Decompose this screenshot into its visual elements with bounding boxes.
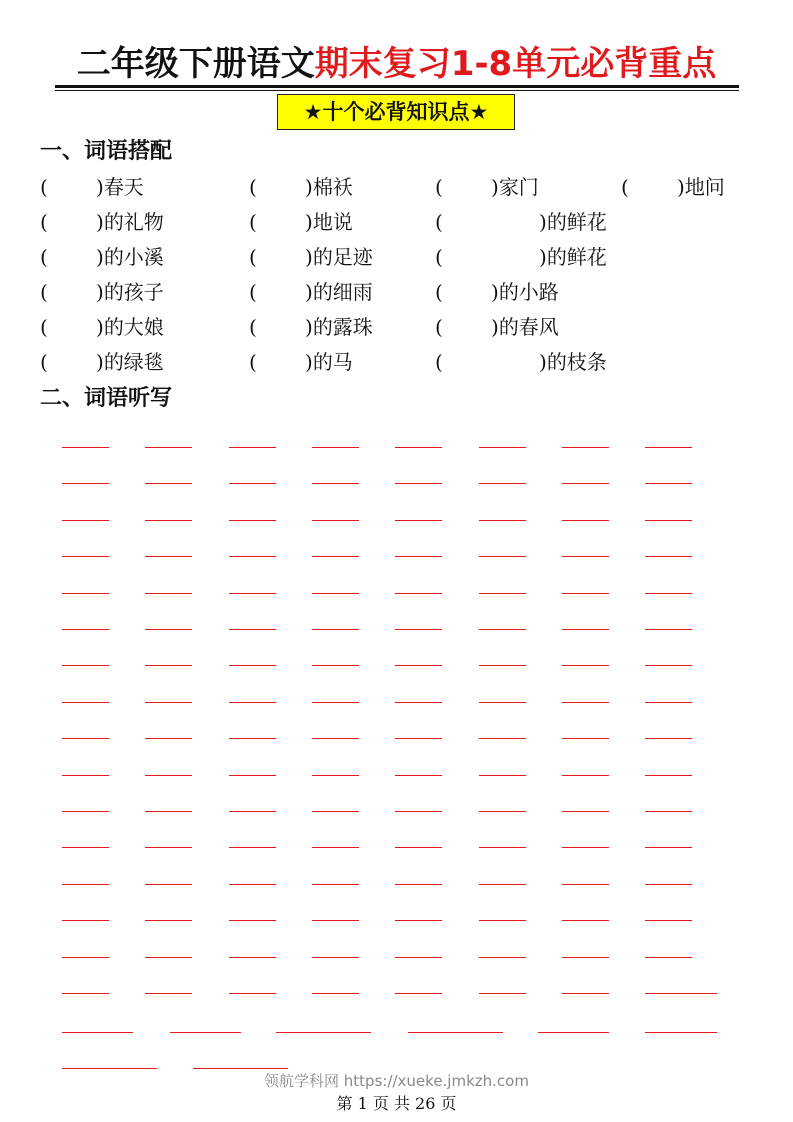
close-paren: ) — [491, 315, 499, 339]
close-paren: ) — [96, 350, 104, 374]
dictation-blank[interactable] — [145, 702, 192, 703]
dictation-blank[interactable] — [145, 811, 192, 812]
matching-word-text: 地说 — [312, 210, 353, 234]
footer-page-number: 第 1 页 共 26 页 — [336, 1094, 457, 1113]
matching-word — [305, 347, 353, 377]
dictation-blank[interactable] — [645, 593, 692, 594]
matching-word — [491, 277, 559, 307]
matching-word-text: 的鲜花 — [546, 210, 607, 234]
open-paren: ( — [40, 210, 48, 234]
dictation-blank[interactable] — [479, 957, 526, 958]
open-paren: ( — [249, 245, 257, 269]
dictation-blank[interactable] — [479, 811, 526, 812]
matching-word-text: 的足迹 — [312, 245, 373, 269]
open-paren: ( — [40, 350, 48, 374]
dictation-blank[interactable] — [229, 665, 276, 666]
dictation-blank[interactable] — [562, 702, 609, 703]
open-paren: ( — [435, 175, 443, 199]
dictation-blank[interactable] — [312, 520, 359, 521]
open-paren: ( — [249, 175, 257, 199]
dictation-blank[interactable] — [479, 775, 526, 776]
dictation-blank[interactable] — [145, 593, 192, 594]
dictation-blank[interactable] — [562, 993, 609, 994]
dictation-blank[interactable] — [562, 665, 609, 666]
dictation-blank[interactable] — [562, 556, 609, 557]
matching-word-text: 的细雨 — [312, 280, 373, 304]
dictation-blank[interactable] — [479, 847, 526, 848]
dictation-blank[interactable] — [312, 483, 359, 484]
dictation-blank[interactable] — [312, 884, 359, 885]
close-paren: ) — [491, 175, 499, 199]
dictation-blank[interactable] — [562, 447, 609, 448]
close-paren: ) — [96, 245, 104, 269]
dictation-blank[interactable] — [479, 483, 526, 484]
open-paren: ( — [621, 175, 629, 199]
dictation-blank[interactable] — [145, 775, 192, 776]
dictation-blank[interactable] — [645, 702, 692, 703]
matching-word-text: 的鲜花 — [546, 245, 607, 269]
dictation-blank[interactable] — [479, 738, 526, 739]
dictation-blank[interactable] — [145, 920, 192, 921]
dictation-blank[interactable] — [562, 884, 609, 885]
dictation-blank[interactable] — [229, 993, 276, 994]
dictation-blank[interactable] — [395, 447, 442, 448]
open-paren: ( — [40, 315, 48, 339]
close-paren: ) — [491, 280, 499, 304]
dictation-blank[interactable] — [479, 993, 526, 994]
open-paren: ( — [249, 315, 257, 339]
dictation-blank[interactable] — [62, 702, 109, 703]
dictation-blank[interactable] — [62, 483, 109, 484]
dictation-blank[interactable] — [312, 738, 359, 739]
title-underline-thick — [55, 85, 739, 88]
dictation-blank[interactable] — [395, 957, 442, 958]
dictation-blank[interactable] — [645, 447, 692, 448]
dictation-blank[interactable] — [395, 884, 442, 885]
dictation-blank[interactable] — [229, 884, 276, 885]
dictation-blank[interactable] — [312, 847, 359, 848]
dictation-blank[interactable] — [395, 702, 442, 703]
matching-word — [305, 207, 353, 237]
dictation-blank[interactable] — [645, 811, 692, 812]
close-paren: ) — [305, 245, 313, 269]
dictation-blank[interactable] — [229, 556, 276, 557]
dictation-blank[interactable] — [229, 593, 276, 594]
close-paren: ) — [305, 280, 313, 304]
section-title-dictation: 二、词语听写 — [40, 386, 173, 411]
open-paren: ( — [40, 175, 48, 199]
dictation-blank[interactable] — [395, 520, 442, 521]
dictation-blank[interactable] — [395, 993, 442, 994]
dictation-blank[interactable] — [62, 593, 109, 594]
dictation-blank[interactable] — [229, 847, 276, 848]
dictation-blank[interactable] — [62, 1032, 133, 1033]
dictation-blank[interactable] — [645, 884, 692, 885]
dictation-blank[interactable] — [395, 847, 442, 848]
matching-word-text: 春天 — [103, 175, 144, 199]
dictation-blank[interactable] — [145, 993, 192, 994]
dictation-blank[interactable] — [145, 847, 192, 848]
open-paren: ( — [435, 315, 443, 339]
matching-word — [539, 347, 607, 377]
dictation-blank[interactable] — [312, 629, 359, 630]
dictation-blank[interactable] — [276, 1032, 371, 1033]
matching-word — [305, 172, 353, 202]
dictation-blank[interactable] — [479, 593, 526, 594]
title-grade: 二年级下册语文 — [76, 44, 315, 84]
dictation-blank[interactable] — [645, 738, 692, 739]
dictation-blank[interactable] — [395, 775, 442, 776]
dictation-blank[interactable] — [312, 556, 359, 557]
matching-word — [491, 312, 559, 342]
dictation-blank[interactable] — [395, 556, 442, 557]
dictation-blank[interactable] — [562, 957, 609, 958]
matching-word — [305, 277, 373, 307]
dictation-blank[interactable] — [312, 775, 359, 776]
matching-word — [305, 312, 373, 342]
dictation-blank[interactable] — [395, 811, 442, 812]
dictation-blank[interactable] — [562, 920, 609, 921]
close-paren: ) — [96, 210, 104, 234]
open-paren: ( — [249, 280, 257, 304]
dictation-blank[interactable] — [62, 775, 109, 776]
dictation-blank[interactable] — [145, 483, 192, 484]
matching-word-text: 的马 — [312, 350, 353, 374]
dictation-blank[interactable] — [479, 520, 526, 521]
close-paren: ) — [96, 175, 104, 199]
dictation-blank[interactable] — [312, 957, 359, 958]
dictation-blank[interactable] — [562, 520, 609, 521]
title-underline-thin — [55, 90, 739, 91]
open-paren: ( — [249, 210, 257, 234]
matching-word-text: 的礼物 — [103, 210, 164, 234]
dictation-blank[interactable] — [645, 520, 692, 521]
dictation-blank[interactable] — [145, 520, 192, 521]
dictation-blank[interactable] — [229, 447, 276, 448]
dictation-blank[interactable] — [645, 665, 692, 666]
dictation-blank[interactable] — [62, 884, 109, 885]
matching-word — [96, 277, 164, 307]
dictation-blank[interactable] — [408, 1032, 503, 1033]
footer-site: 领航学科网 https://xueke.jmkzh.com — [264, 1072, 529, 1090]
dictation-blank[interactable] — [645, 957, 692, 958]
open-paren: ( — [40, 280, 48, 304]
dictation-blank[interactable] — [479, 629, 526, 630]
dictation-blank[interactable] — [229, 483, 276, 484]
dictation-blank[interactable] — [62, 811, 109, 812]
dictation-blank[interactable] — [312, 665, 359, 666]
dictation-blank[interactable] — [645, 1032, 717, 1033]
open-paren: ( — [435, 280, 443, 304]
matching-word-text: 家门 — [498, 175, 539, 199]
dictation-blank[interactable] — [193, 1068, 288, 1069]
dictation-blank[interactable] — [312, 993, 359, 994]
dictation-blank[interactable] — [479, 702, 526, 703]
dictation-blank[interactable] — [145, 629, 192, 630]
dictation-blank[interactable] — [62, 520, 109, 521]
dictation-blank[interactable] — [562, 738, 609, 739]
dictation-blank[interactable] — [479, 665, 526, 666]
dictation-blank[interactable] — [145, 738, 192, 739]
dictation-blank[interactable] — [645, 629, 692, 630]
dictation-blank[interactable] — [170, 1032, 241, 1033]
dictation-blank[interactable] — [562, 593, 609, 594]
open-paren: ( — [249, 350, 257, 374]
dictation-blank[interactable] — [562, 847, 609, 848]
dictation-blank[interactable] — [229, 702, 276, 703]
matching-word — [96, 312, 164, 342]
dictation-blank[interactable] — [645, 993, 717, 994]
dictation-blank[interactable] — [395, 593, 442, 594]
close-paren: ) — [539, 245, 547, 269]
dictation-blank[interactable] — [62, 957, 109, 958]
dictation-blank[interactable] — [62, 738, 109, 739]
dictation-blank[interactable] — [645, 483, 692, 484]
title-topic: 期末复习1-8单元必背重点 — [314, 44, 717, 84]
dictation-blank[interactable] — [645, 775, 692, 776]
open-paren: ( — [435, 245, 443, 269]
dictation-blank[interactable] — [229, 738, 276, 739]
close-paren: ) — [305, 350, 313, 374]
dictation-blank[interactable] — [538, 1032, 609, 1033]
matching-word — [96, 242, 164, 272]
dictation-blank[interactable] — [229, 520, 276, 521]
matching-word-text: 的露珠 — [312, 315, 373, 339]
matching-word — [305, 242, 373, 272]
dictation-blank[interactable] — [145, 665, 192, 666]
dictation-blank[interactable] — [229, 629, 276, 630]
matching-word-text: 地问 — [684, 175, 725, 199]
dictation-blank[interactable] — [62, 993, 109, 994]
close-paren: ) — [539, 210, 547, 234]
dictation-blank[interactable] — [312, 811, 359, 812]
dictation-blank[interactable] — [395, 738, 442, 739]
matching-word-text: 棉袄 — [312, 175, 353, 199]
dictation-blank[interactable] — [479, 884, 526, 885]
close-paren: ) — [305, 175, 313, 199]
dictation-blank[interactable] — [62, 447, 109, 448]
dictation-blank[interactable] — [62, 665, 109, 666]
matching-word-text: 的春风 — [498, 315, 559, 339]
matching-word — [491, 172, 539, 202]
dictation-blank[interactable] — [312, 593, 359, 594]
dictation-blank[interactable] — [312, 920, 359, 921]
matching-word — [96, 347, 164, 377]
dictation-blank[interactable] — [479, 920, 526, 921]
dictation-blank[interactable] — [645, 847, 692, 848]
dictation-blank[interactable] — [62, 629, 109, 630]
matching-word-text: 的小溪 — [103, 245, 164, 269]
subtitle-banner: ★十个必背知识点★ — [277, 94, 515, 130]
dictation-blank[interactable] — [395, 483, 442, 484]
close-paren: ) — [539, 350, 547, 374]
dictation-blank[interactable] — [395, 629, 442, 630]
dictation-blank[interactable] — [479, 447, 526, 448]
dictation-blank[interactable] — [562, 483, 609, 484]
open-paren: ( — [435, 350, 443, 374]
dictation-blank[interactable] — [229, 811, 276, 812]
close-paren: ) — [305, 210, 313, 234]
dictation-blank[interactable] — [395, 920, 442, 921]
dictation-blank[interactable] — [62, 920, 109, 921]
dictation-blank[interactable] — [62, 556, 109, 557]
dictation-blank[interactable] — [645, 556, 692, 557]
dictation-blank[interactable] — [645, 920, 692, 921]
dictation-blank[interactable] — [312, 447, 359, 448]
dictation-blank[interactable] — [562, 629, 609, 630]
dictation-blank[interactable] — [312, 702, 359, 703]
dictation-blank[interactable] — [229, 920, 276, 921]
dictation-blank[interactable] — [145, 884, 192, 885]
matching-word-text: 的枝条 — [546, 350, 607, 374]
dictation-blank[interactable] — [562, 811, 609, 812]
dictation-blank[interactable] — [145, 556, 192, 557]
dictation-blank[interactable] — [145, 447, 192, 448]
matching-word — [96, 207, 164, 237]
matching-word — [677, 172, 725, 202]
matching-word — [96, 172, 144, 202]
dictation-blank[interactable] — [62, 1068, 157, 1069]
matching-word-text: 的小路 — [498, 280, 559, 304]
dictation-blank[interactable] — [562, 775, 609, 776]
matching-word — [539, 207, 607, 237]
open-paren: ( — [435, 210, 443, 234]
page-title — [0, 42, 793, 86]
matching-word — [539, 242, 607, 272]
matching-word-text: 的大娘 — [103, 315, 164, 339]
dictation-blank[interactable] — [145, 957, 192, 958]
section-title-word-matching: 一、词语搭配 — [40, 139, 173, 164]
close-paren: ) — [96, 315, 104, 339]
open-paren: ( — [40, 245, 48, 269]
dictation-blank[interactable] — [229, 957, 276, 958]
dictation-blank[interactable] — [479, 556, 526, 557]
dictation-blank[interactable] — [229, 775, 276, 776]
dictation-blank[interactable] — [395, 665, 442, 666]
close-paren: ) — [677, 175, 685, 199]
dictation-blank[interactable] — [62, 847, 109, 848]
matching-word-text: 的绿毯 — [103, 350, 164, 374]
matching-word-text: 的孩子 — [103, 280, 164, 304]
close-paren: ) — [96, 280, 104, 304]
close-paren: ) — [305, 315, 313, 339]
